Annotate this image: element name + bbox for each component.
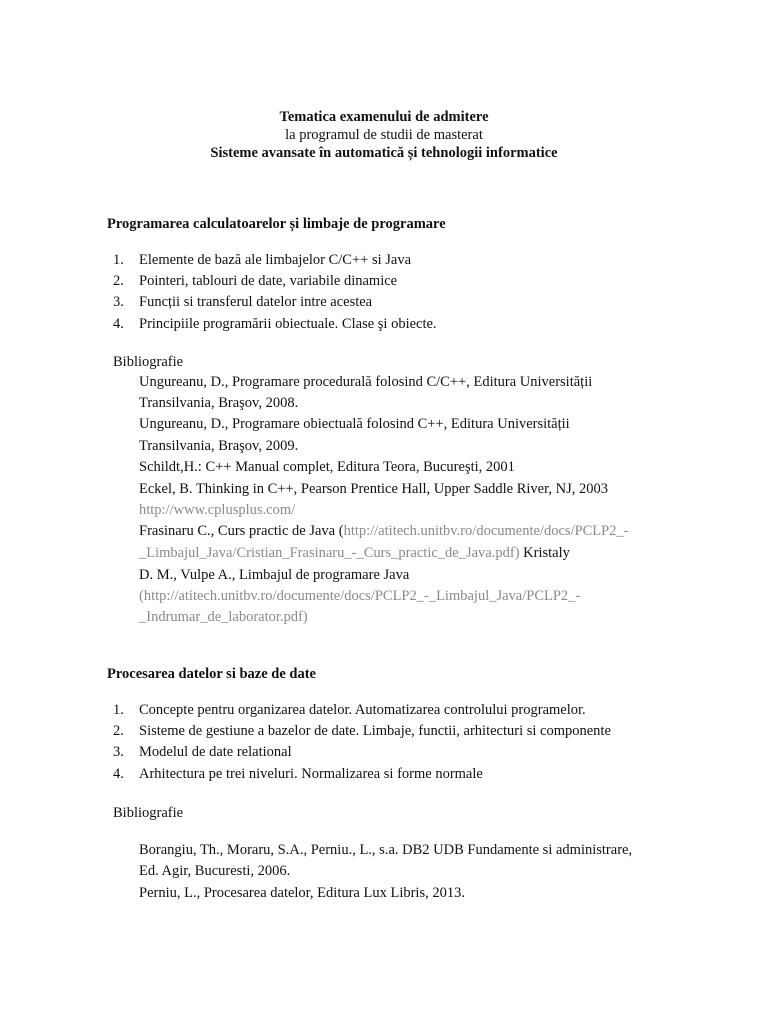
list-item-text: Concepte pentru organizarea datelor. Automatizarea controlului programelor. (139, 702, 586, 718)
bib-entry-line: Schildt,H.: C++ Manual complet, Editura Teora, Bucureşti, 2001 (139, 459, 515, 475)
bib-entry-line: Perniu, L., Procesarea datelor, Editura Lux Libris, 2013. (139, 885, 465, 901)
section1-bibliography-label: Bibliografie (113, 354, 184, 370)
list-item (113, 702, 586, 719)
list-item (113, 273, 398, 290)
bib-entry-line: Transilvania, Braşov, 2009. (139, 438, 299, 454)
bib-entry-line: D. M., Vulpe A., Limbajul de programare Java (139, 567, 410, 583)
list-item (113, 744, 292, 761)
bib-entry-line: Transilvania, Braşov, 2008. (139, 395, 299, 411)
list-item-number: 1. (113, 252, 124, 268)
list-item-number: 3. (113, 294, 124, 310)
bib-entry-text: Frasinaru C., Curs practic de Java ( (139, 523, 344, 539)
bib-url-link[interactable]: _Indrumar_de_laborator.pdf) (139, 609, 308, 625)
list-item-text: Elemente de bază ale limbajelor C/C++ si Java (139, 252, 412, 268)
bib-url-link[interactable]: http://www.cplusplus.com/ (139, 502, 296, 518)
bib-entry-text: Kristaly (519, 545, 570, 561)
list-item (113, 316, 437, 333)
list-item-number: 2. (113, 273, 124, 289)
bib-url-link[interactable]: http://atitech.unitbv.ro/documente/docs/PCLP2_- (343, 523, 629, 539)
document-title: Tematica examenului de admitere (279, 109, 489, 125)
section2-heading: Procesarea datelor si baze de date (107, 666, 316, 682)
bib-entry-line (139, 545, 570, 562)
program-name: Sisteme avansate în automatică și tehnologii informatice (210, 145, 558, 161)
document-subtitle: la programul de studii de masterat (285, 127, 483, 143)
list-item-number: 4. (113, 766, 124, 782)
list-item-text: Funcții si transferul datelor intre acestea (139, 294, 373, 310)
list-item (113, 294, 373, 311)
list-item-number: 3. (113, 744, 124, 760)
bib-entry-line: Ungureanu, D., Programare obiectuală folosind C++, Editura Universității (139, 416, 570, 432)
list-item-number: 4. (113, 316, 124, 332)
list-item-text: Sisteme de gestiune a bazelor de date. Limbaje, functii, arhitecturi si componente (139, 723, 611, 739)
section2-bibliography-label: Bibliografie (113, 805, 184, 821)
section1-heading: Programarea calculatoarelor și limbaje de programare (107, 216, 446, 232)
list-item-text: Pointeri, tablouri de date, variabile dinamice (139, 273, 398, 289)
bib-entry-line: Borangiu, Th., Moraru, S.A., Perniu., L., s.a. DB2 UDB Fundamente si administrare, (139, 842, 633, 858)
list-item (113, 766, 483, 783)
list-item-number: 1. (113, 702, 124, 718)
bib-url-link[interactable]: _Limbajul_Java/Cristian_Frasinaru_-_Curs_practic_de_Java.pdf) (139, 545, 520, 561)
list-item (113, 252, 412, 269)
bib-entry-line (139, 523, 629, 540)
list-item-text: Arhitectura pe trei niveluri. Normalizarea si forme normale (139, 766, 483, 782)
list-item-text: Principiile programării obiectuale. Clase şi obiecte. (139, 316, 437, 332)
list-item (113, 723, 611, 740)
bib-url-link[interactable]: (http://atitech.unitbv.ro/documente/docs/PCLP2_-_Limbajul_Java/PCLP2_- (139, 588, 581, 604)
list-item-text: Modelul de date relational (139, 744, 292, 760)
bib-entry-line: Ed. Agir, Bucuresti, 2006. (139, 863, 291, 879)
bib-entry-line: Eckel, B. Thinking in C++, Pearson Prentice Hall, Upper Saddle River, NJ, 2003 (139, 481, 608, 497)
list-item-number: 2. (113, 723, 124, 739)
bib-entry-line: Ungureanu, D., Programare procedurală folosind C/C++, Editura Universității (139, 374, 593, 390)
